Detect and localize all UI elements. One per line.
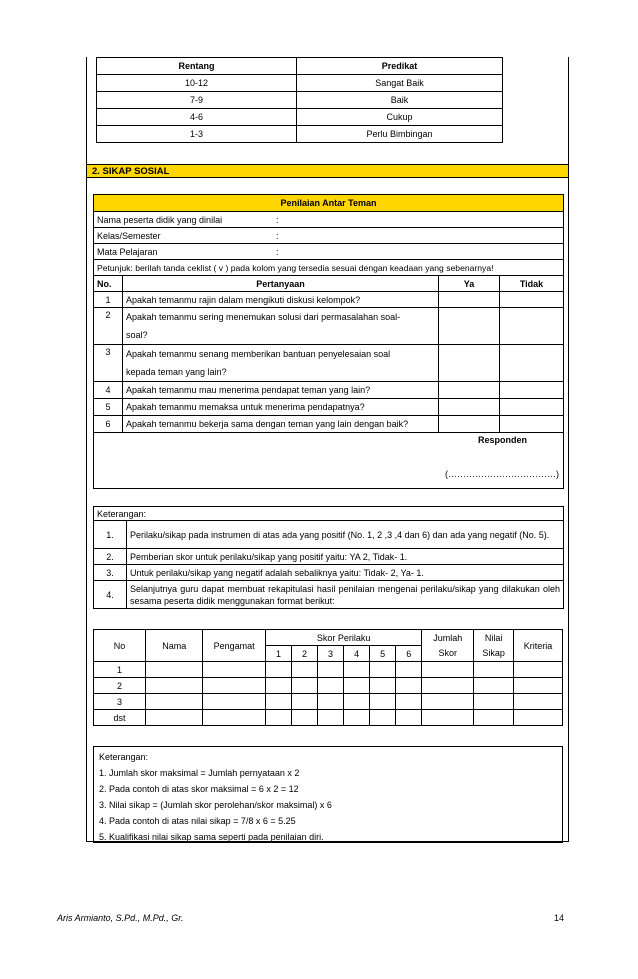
q-text: Apakah temanmu mau menerima pendapat teman yang lain? bbox=[123, 382, 439, 399]
rentang-table bbox=[96, 57, 503, 143]
rentang-cell: 1-3 bbox=[97, 126, 297, 143]
header-jumlah: Jumlah bbox=[422, 630, 474, 646]
notes-line: 4. Pada contoh di atas nilai sikap = 7/8 x 6 = 5.25 bbox=[99, 816, 296, 826]
tidak-cell[interactable] bbox=[500, 345, 564, 382]
skor-col: 2 bbox=[291, 646, 317, 662]
q-text: Apakah temanmu memaksa untuk menerima pendapatnya? bbox=[123, 399, 439, 416]
skor-col: 3 bbox=[318, 646, 344, 662]
rekap-row-no: dst bbox=[94, 710, 146, 726]
header-sikap: Sikap bbox=[474, 646, 514, 662]
header-kriteria: Kriteria bbox=[513, 630, 562, 662]
rentang-cell: 7-9 bbox=[97, 92, 297, 109]
header-pengamat: Pengamat bbox=[203, 630, 266, 662]
colon: : bbox=[276, 214, 279, 225]
tidak-cell[interactable] bbox=[500, 382, 564, 399]
ya-cell[interactable] bbox=[439, 382, 500, 399]
keterangan-title: Keterangan: bbox=[94, 507, 564, 521]
ket-no: 3. bbox=[94, 565, 127, 581]
skor-col: 1 bbox=[265, 646, 291, 662]
rekap-row-no: 1 bbox=[94, 662, 146, 678]
header-ya: Ya bbox=[439, 276, 500, 292]
ya-cell[interactable] bbox=[439, 292, 500, 308]
predikat-cell: Baik bbox=[297, 92, 503, 109]
q-no: 3 bbox=[94, 345, 123, 382]
q-no: 4 bbox=[94, 382, 123, 399]
skor-col: 5 bbox=[370, 646, 396, 662]
header-skor-perilaku: Skor Perilaku bbox=[265, 630, 421, 646]
field-mapel bbox=[94, 244, 564, 260]
header-nama: Nama bbox=[146, 630, 203, 662]
ya-cell[interactable] bbox=[439, 399, 500, 416]
q-text-line1: Apakah temanmu sering menemukan solusi dari permasalahan soal- bbox=[126, 312, 401, 322]
q-no: 2 bbox=[94, 308, 123, 345]
field-kelas bbox=[94, 228, 564, 244]
header-predikat: Predikat bbox=[297, 58, 503, 75]
responden-area bbox=[94, 433, 564, 489]
skor-col: 6 bbox=[396, 646, 422, 662]
q-no: 6 bbox=[94, 416, 123, 433]
ya-cell[interactable] bbox=[439, 308, 500, 345]
q-text-line2: soal? bbox=[126, 330, 148, 340]
notes-line: 5. Kualifikasi nilai sikap sama seperti pada penilaian diri. bbox=[99, 832, 324, 842]
q-no: 1 bbox=[94, 292, 123, 308]
q-text: Apakah temanmu rajin dalam mengikuti diskusi kelompok? bbox=[123, 292, 439, 308]
skor-col: 4 bbox=[344, 646, 370, 662]
rekap-row-no: 2 bbox=[94, 678, 146, 694]
q-text-line2: kepada teman yang lain? bbox=[126, 367, 227, 377]
q-text: Apakah temanmu bekerja sama dengan teman yang lain dengan baik? bbox=[123, 416, 439, 433]
header-skor: Skor bbox=[422, 646, 474, 662]
responden-label: Responden bbox=[478, 435, 528, 445]
tidak-cell[interactable] bbox=[500, 399, 564, 416]
q-text-line1: Apakah temanmu senang memberikan bantuan penyelesaian soal bbox=[126, 349, 391, 359]
colon: : bbox=[276, 246, 279, 257]
signature-line: (………………………………) bbox=[445, 469, 560, 479]
q-text bbox=[123, 308, 439, 345]
ket-text: Perilaku/sikap pada instrumen di atas ada yang positif (No. 1, 2 ,3 ,4 dan 6) dan ada yang negatif (No. 5). bbox=[127, 521, 564, 549]
q-text bbox=[123, 345, 439, 382]
field-mapel-label: Mata Pelajaran bbox=[97, 246, 158, 257]
ket-no: 4. bbox=[94, 581, 127, 609]
rentang-cell: 4-6 bbox=[97, 109, 297, 126]
header-rentang: Rentang bbox=[97, 58, 297, 75]
ya-cell[interactable] bbox=[439, 345, 500, 382]
colon: : bbox=[276, 230, 279, 241]
petunjuk: Petunjuk: berilah tanda ceklist ( v ) pada kolom yang tersedia sesuai dengan keadaan yang sebenarnya! bbox=[94, 260, 564, 276]
notes-line: 1. Jumlah skor maksimal = Jumlah pernyataan x 2 bbox=[99, 768, 300, 778]
rekap-row-no: 3 bbox=[94, 694, 146, 710]
predikat-cell: Perlu Bimbingan bbox=[297, 126, 503, 143]
q-no: 5 bbox=[94, 399, 123, 416]
ket-text: Selanjutnya guru dapat membuat rekapitulasi hasil penilaian mengenai perilaku/sikap yang dilakukan oleh sesama peserta didik menggunakan format berikut: bbox=[127, 581, 564, 609]
header-no: No bbox=[94, 630, 146, 662]
ket-no: 2. bbox=[94, 549, 127, 565]
penilaian-title: Penilaian Antar Teman bbox=[94, 195, 564, 212]
notes-box bbox=[93, 746, 563, 843]
ket-text: Pemberian skor untuk perilaku/sikap yang positif yaitu: YA 2, Tidak- 1. bbox=[127, 549, 564, 565]
notes-title: Keterangan: bbox=[99, 752, 149, 762]
ket-no: 1. bbox=[94, 521, 127, 549]
header-no: No. bbox=[94, 276, 123, 292]
notes-line: 2. Pada contoh di atas skor maksimal = 6 x 2 = 12 bbox=[99, 784, 299, 794]
tidak-cell[interactable] bbox=[500, 416, 564, 433]
predikat-cell: Cukup bbox=[297, 109, 503, 126]
field-nama-label: Nama peserta didik yang dinilai bbox=[97, 214, 223, 225]
footer-author: Aris Armianto, S.Pd., M.Pd., Gr. bbox=[57, 913, 184, 923]
tidak-cell[interactable] bbox=[500, 292, 564, 308]
rekap-table bbox=[93, 629, 563, 726]
header-tidak: Tidak bbox=[500, 276, 564, 292]
section-title: 2. SIKAP SOSIAL bbox=[87, 164, 568, 178]
tidak-cell[interactable] bbox=[500, 308, 564, 345]
page-number: 14 bbox=[553, 913, 564, 923]
penilaian-antar-teman-table bbox=[93, 194, 564, 489]
field-nama bbox=[94, 212, 564, 228]
header-nilai: Nilai bbox=[474, 630, 514, 646]
header-pertanyaan: Pertanyaan bbox=[123, 276, 439, 292]
notes-line: 3. Nilai sikap = (Jumlah skor perolehan/skor maksimal) x 6 bbox=[99, 800, 332, 810]
field-kelas-label: Kelas/Semester bbox=[97, 230, 161, 241]
rentang-cell: 10-12 bbox=[97, 75, 297, 92]
ya-cell[interactable] bbox=[439, 416, 500, 433]
predikat-cell: Sangat Baik bbox=[297, 75, 503, 92]
ket-text: Untuk perilaku/sikap yang negatif adalah sebaliknya yaitu: Tidak- 2, Ya- 1. bbox=[127, 565, 564, 581]
keterangan-table bbox=[93, 506, 564, 609]
